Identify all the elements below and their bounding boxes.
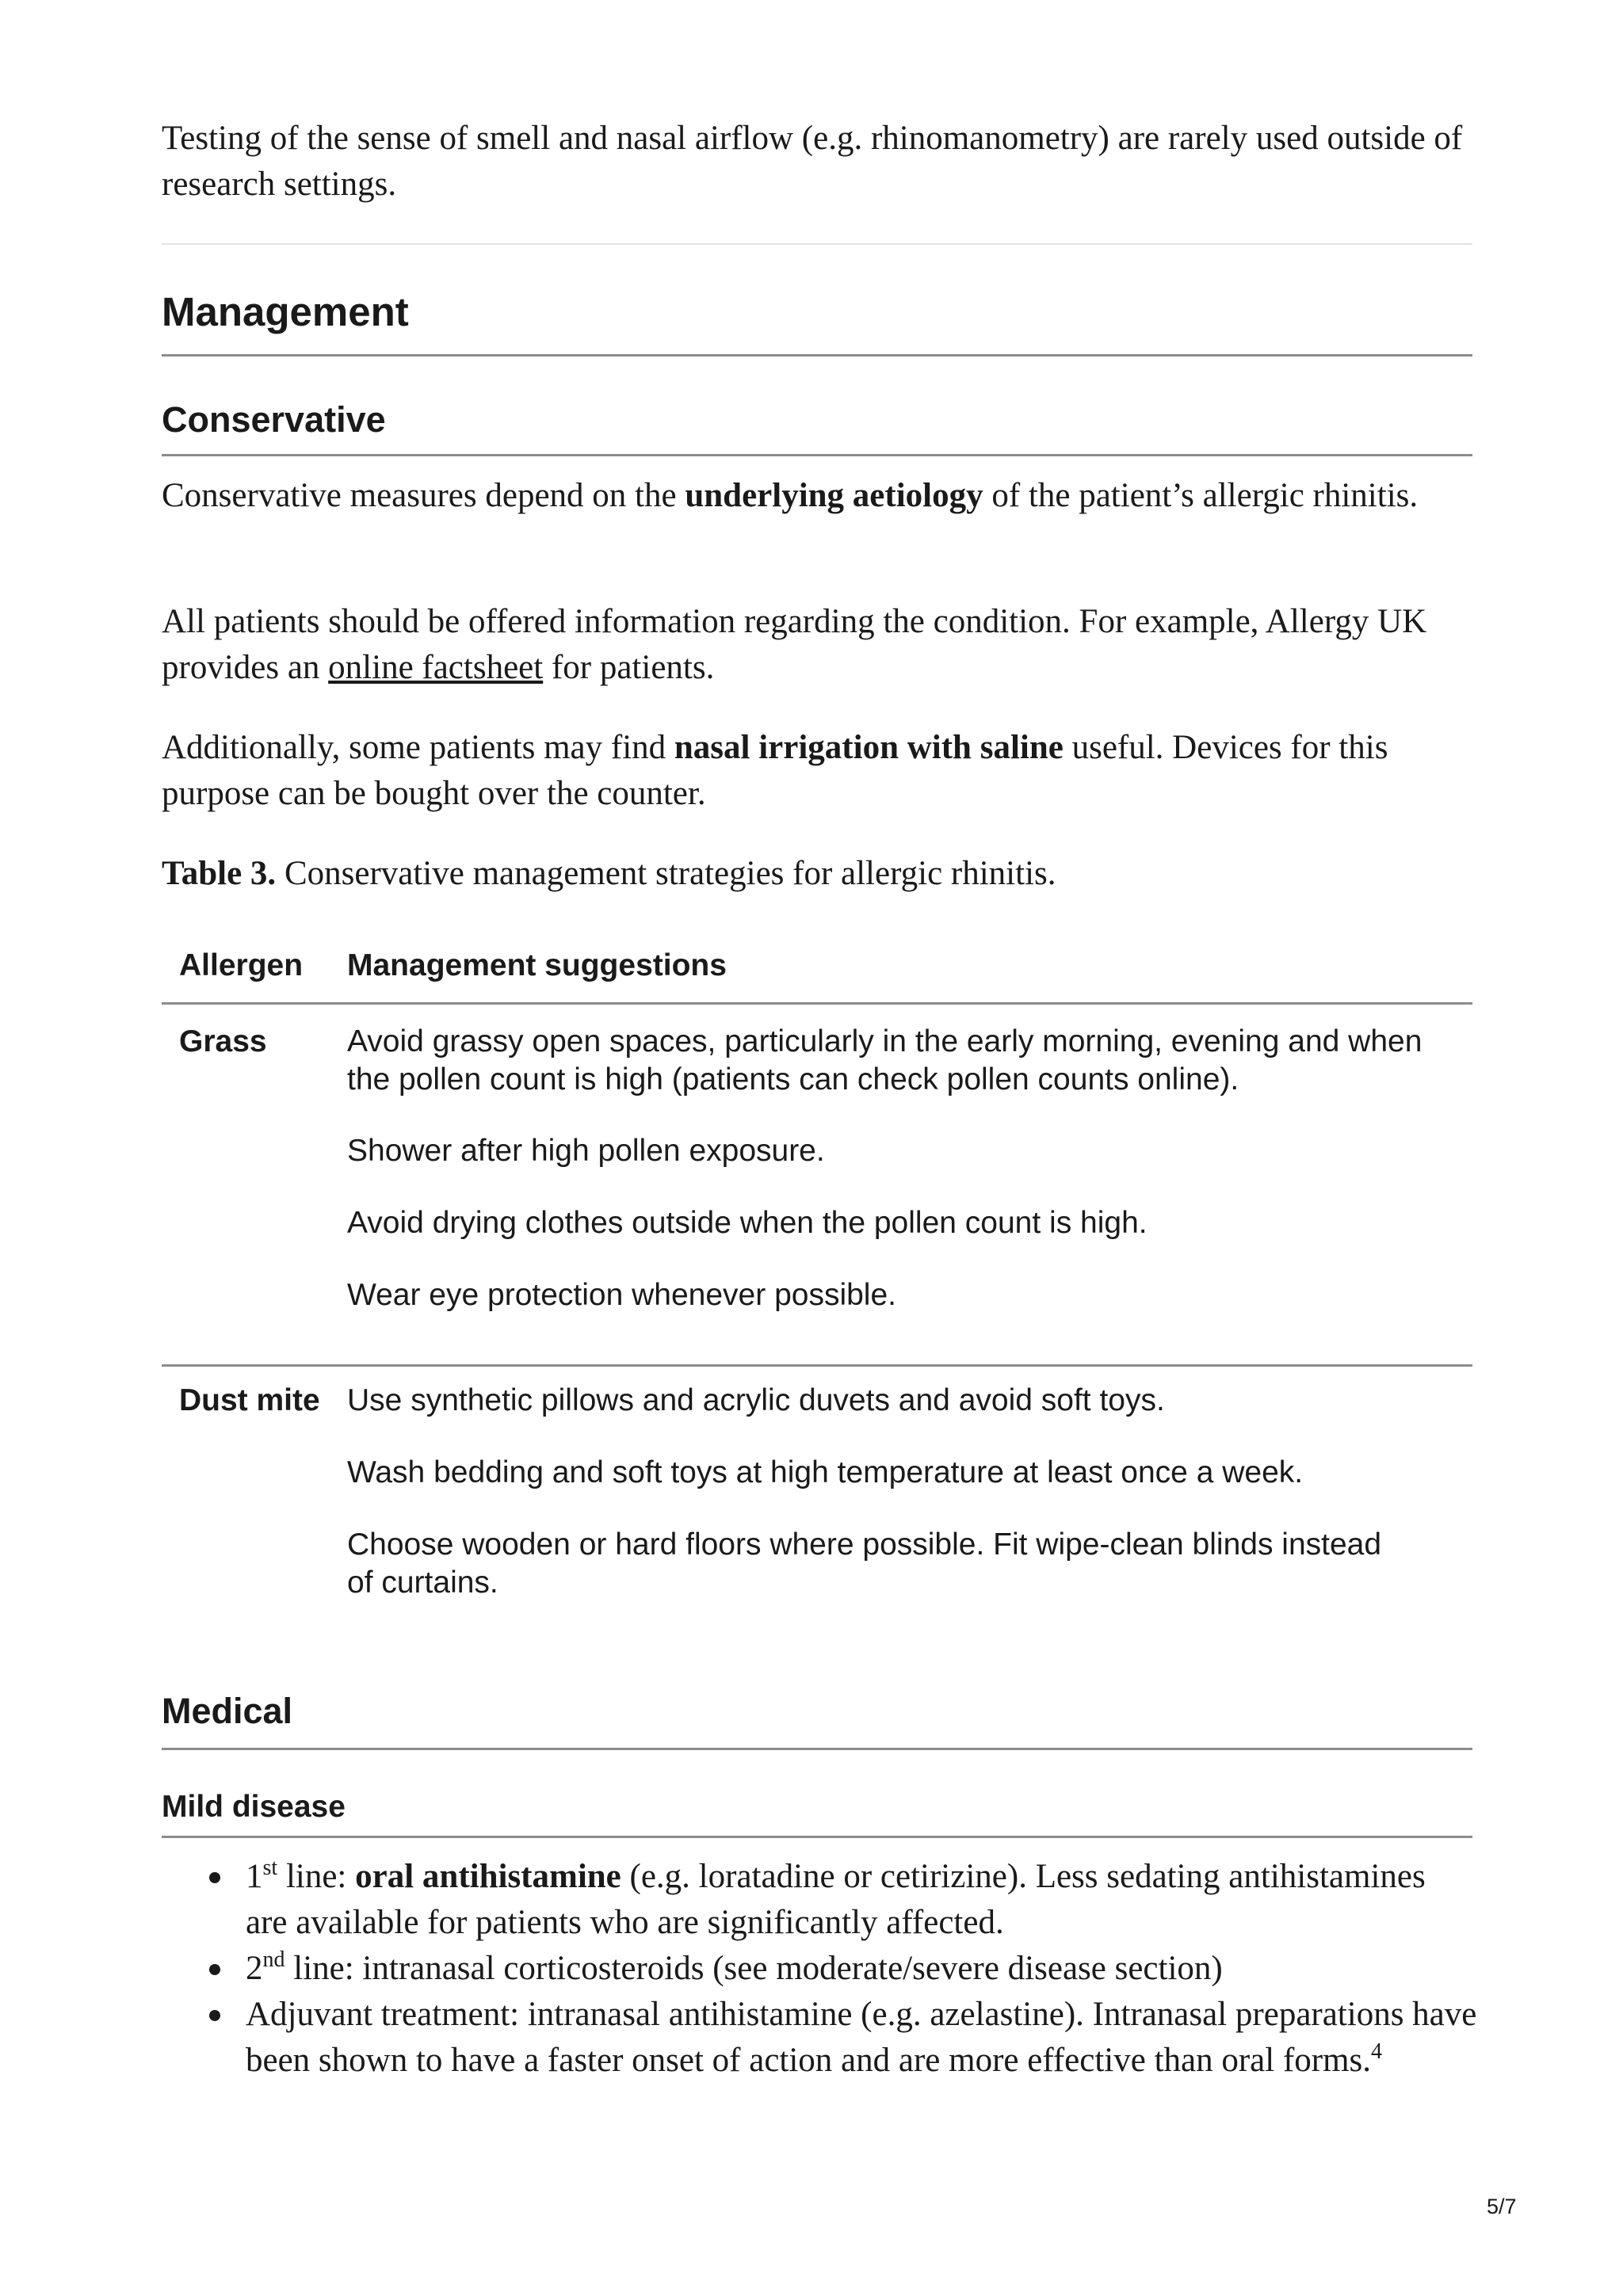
conservative-paragraph-3: Additionally, some patients may find nasal irrigation with saline useful. Devices for this purpose can be bought over the counter. [162, 729, 1388, 812]
suggestion-item: Wear eye protection whenever possible. [347, 1278, 896, 1312]
table-header-rule [162, 1002, 1472, 1005]
table-row-rule [162, 1364, 1472, 1367]
intro-paragraph: Testing of the sense of smell and nasal airflow (e.g. rhinomanometry) are rarely used outside of research settings. [162, 120, 1463, 203]
suggestion-item: Wash bedding and soft toys at high temperature at least once a week. [347, 1455, 1304, 1489]
list-item: 1st line: oral antihistamine (e.g. loratadine or cetirizine). Less sedating antihistamines are available for patients who are significantly affected. [162, 1854, 1472, 1946]
conservative-paragraph-2: All patients should be offered information regarding the condition. For example, Allergy UK provides an online factsheet for patients. [162, 603, 1427, 686]
page-number: 5/7 [1487, 2195, 1517, 2218]
conservative-heading-rule [162, 454, 1472, 456]
suggestion-item: Shower after high pollen exposure. [347, 1134, 825, 1168]
table-caption: Table 3. Conservative management strategies for allergic rhinitis. [162, 855, 1056, 892]
suggestion-item: Choose wooden or hard floors where possible. Fit wipe-clean blinds instead of curtains. [347, 1527, 1382, 1600]
management-heading: Management [162, 289, 409, 334]
medical-heading: Medical [162, 1691, 293, 1731]
suggestion-item: Avoid drying clothes outside when the pollen count is high. [347, 1206, 1148, 1240]
conservative-paragraph-1: Conservative measures depend on the underlying aetiology of the patient’s allergic rhinitis. [162, 477, 1419, 514]
table-header-allergen: Allergen [179, 948, 304, 982]
mild-disease-list [162, 1854, 1477, 2084]
section-divider [162, 243, 1472, 245]
suggestion-item: Avoid grassy open spaces, particularly in the early morning, evening and when the pollen count is high (patients can check pollen counts online). [347, 1024, 1423, 1097]
mild-disease-heading-rule [162, 1836, 1472, 1838]
allergen-cell: Dust mite [179, 1383, 320, 1417]
list-item: Adjuvant treatment: intranasal antihistamine (e.g. azelastine). Intranasal preparations have been shown to have a faster onset of action and are more effective than oral forms.$^4$ [162, 1992, 1545, 2084]
conservative-heading: Conservative [162, 399, 386, 440]
management-heading-rule [162, 354, 1472, 357]
allergen-cell: Grass [179, 1024, 267, 1058]
suggestion-item: Use synthetic pillows and acrylic duvets and avoid soft toys. [347, 1383, 1165, 1417]
online-factsheet-link[interactable]: online factsheet [328, 649, 544, 686]
medical-heading-rule [162, 1748, 1472, 1750]
mild-disease-heading: Mild disease [162, 1790, 346, 1824]
list-item: 2nd line: intranasal corticosteroids (see moderate/severe disease section) [162, 1946, 1472, 1992]
table-header-suggestions: Management suggestions [347, 948, 727, 982]
